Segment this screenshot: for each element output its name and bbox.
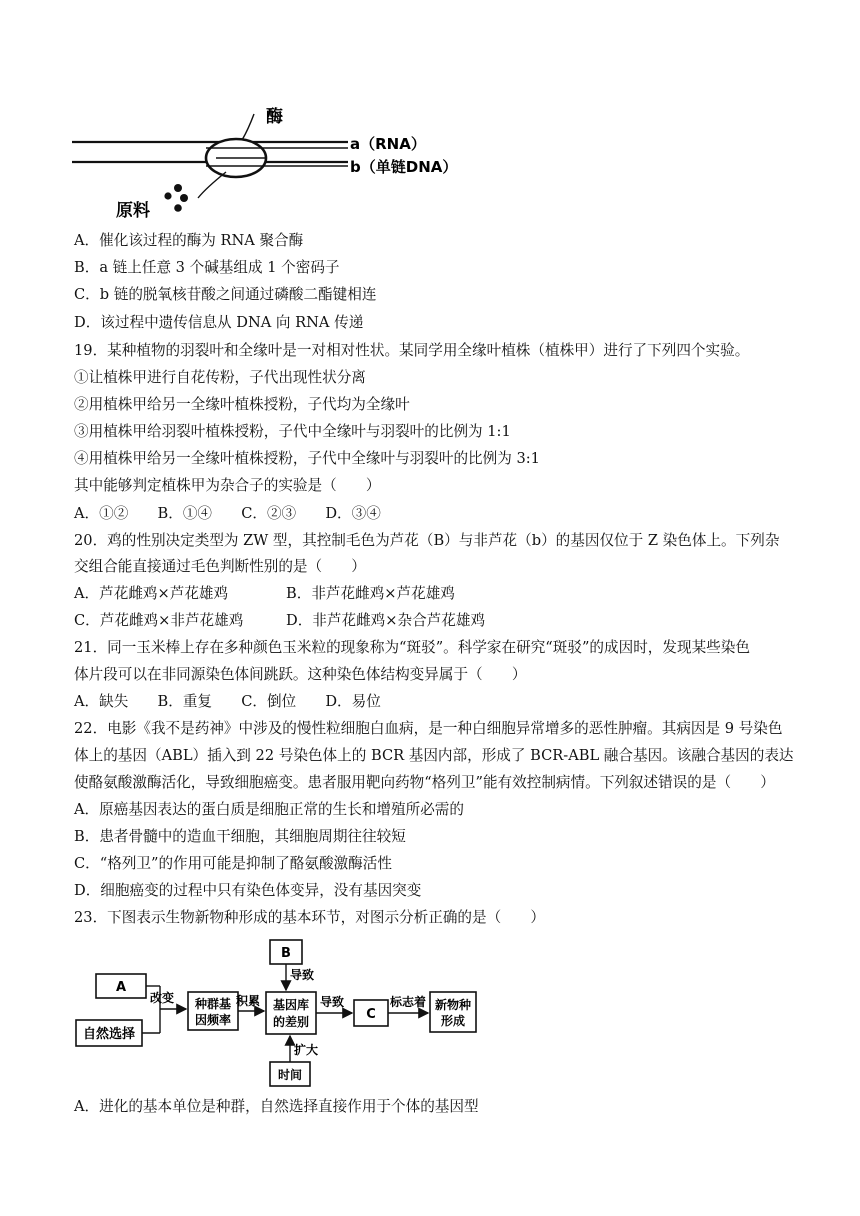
q19-experiment-1: ①让植株甲进行自花传粉，子代出现性状分离 [74,369,366,386]
transcription-figure [66,100,506,222]
label-b: b（单链DNA） [350,158,458,176]
box-natural-selection-label: 自然选择 [82,1027,136,1042]
q19-stem: 19．某种植物的羽裂叶和全缘叶是一对相对性状。某同学用全缘叶植株（植株甲）进行了下列四个实验。 [74,342,750,359]
q18-option-c: C．b 链的脱氧核苷酸之间通过磷酸二酯键相连 [74,286,377,303]
q22-stem-line3: 使酪氨酸激酶活化，导致细胞癌变。患者服用靶向药物“格列卫”能有效控制病情。下列叙述错误的是（ ） [74,774,775,791]
box-gene-frequency-line2: 因频率 [194,1013,232,1027]
change-label: 改变 [150,991,175,1005]
enzyme-label: 酶 [266,107,283,127]
box-c-label: C [366,1007,376,1022]
q20-option-d: D．非芦花雌鸡×杂合芦花雄鸡 [286,612,486,629]
box-new-species-line1: 新物种 [434,998,472,1012]
lead-label-1: 导致 [290,968,315,982]
expand-label: 扩大 [294,1043,319,1057]
box-gene-pool-line1: 基因库 [272,998,310,1012]
box-new-species-line2: 形成 [440,1014,466,1028]
box-gene-frequency-line1: 种群基 [194,997,232,1011]
lead-label-2: 导致 [320,995,345,1009]
q19-experiment-2: ②用植株甲给另一全缘叶植株授粉，子代均为全缘叶 [74,396,410,413]
q21-stem-line1: 21．同一玉米棒上存在多种颜色玉米粒的现象称为“斑驳”。科学家在研究“斑驳”的成因时，发现某些染色 [74,639,750,656]
q19-experiment-3: ③用植株甲给羽裂叶植株授粉，子代中全缘叶与羽裂叶的比例为 1:1 [74,423,511,440]
accumulate-label: 积累 [236,994,261,1008]
q18-option-b: B．a 链上任意 3 个碱基组成 1 个密码子 [74,259,340,276]
q20-option-c: C．芦花雌鸡×非芦花雄鸡 [74,612,244,629]
label-a: a（RNA） [350,135,426,153]
box-time-label: 时间 [277,1068,303,1082]
q19-experiment-4: ④用植株甲给另一全缘叶植株授粉，子代中全缘叶与羽裂叶的比例为 3:1 [74,450,540,467]
box-a-label: A [115,980,127,995]
q20-stem-line1: 20．鸡的性别决定类型为 ZW 型，其控制毛色为芦花（B）与非芦花（b）的基因仅位于 Z 染色体上。下列杂 [74,532,780,549]
q22-option-c: C．“格列卫”的作用可能是抑制了酪氨酸激酶活性 [74,855,392,872]
raw-material-label: 原料 [116,201,150,221]
q19-question: 其中能够判定植株甲为杂合子的实验是（ ） [74,477,381,494]
q21-stem-line2: 体片段可以在非同源染色体间跳跃。这种染色体结构变异属于（ ） [74,666,527,683]
q18-option-d: D．该过程中遗传信息从 DNA 向 RNA 传递 [74,314,364,331]
raw-pointer [198,172,226,198]
q20-stem-line2: 交组合能直接通过毛色判断性别的是（ ） [74,558,366,575]
q22-option-d: D．细胞癌变的过程中只有染色体变异，没有基因突变 [74,882,422,899]
q23-stem: 23．下图表示生物新物种形成的基本环节，对图示分析正确的是（ ） [74,909,545,926]
q18-option-a: A．催化该过程的酶为 RNA 聚合酶 [74,232,304,249]
enzyme-pointer [242,114,254,140]
box-gene-pool-line2: 的差别 [272,1015,310,1029]
q22-option-b: B．患者骨髓中的造血干细胞，其细胞周期往往较短 [74,828,406,845]
speciation-flow-diagram [66,934,506,1094]
q23-option-a: A．进化的基本单位是种群，自然选择直接作用于个体的基因型 [74,1098,479,1115]
q22-stem-line1: 22．电影《我不是药神》中涉及的慢性粒细胞白血病，是一种白细胞异常增多的恶性肿瘤。其病因是 9 号染色 [74,720,783,737]
mark-label: 标志着 [390,995,427,1009]
q21-options: A．缺失 B．重复 C．倒位 D．易位 [74,693,381,710]
box-b-label: B [281,946,291,961]
q19-options: A．①② B．①④ C．②③ D．③④ [74,505,381,522]
q20-option-b: B．非芦花雌鸡×芦花雄鸡 [286,585,455,602]
q22-stem-line2: 体上的基因（ABL）插入到 22 号染色体上的 BCR 基因内部，形成了 BCR-ABL 融合基因。该融合基因的表达 [74,747,794,764]
q22-option-a: A．原癌基因表达的蛋白质是细胞正常的生长和增殖所必需的 [74,801,464,818]
q20-option-a: A．芦花雌鸡×芦花雄鸡 [74,585,229,602]
